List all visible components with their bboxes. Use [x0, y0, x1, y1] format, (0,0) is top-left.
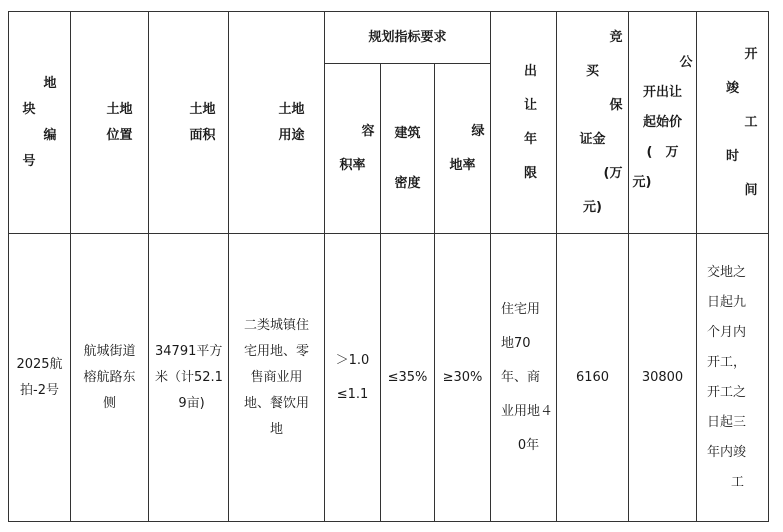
- header-far: 容 积率: [325, 64, 381, 234]
- header-schedule: 开 竣 工 时 间: [697, 12, 769, 234]
- cell-deposit: 6160: [557, 234, 629, 522]
- header-area: 土地 面积: [149, 12, 229, 234]
- header-density: 建筑 密度: [381, 64, 435, 234]
- header-plot-no: 地 块 编 号: [9, 12, 71, 234]
- header-planning-group: 规划指标要求: [325, 12, 491, 64]
- cell-density: ≤35%: [381, 234, 435, 522]
- land-auction-table: [8, 11, 769, 522]
- header-location: 土地 位置: [71, 12, 149, 234]
- cell-use: 二类城镇住 宅用地、零 售商业用 地、餐饮用 地: [229, 234, 325, 522]
- header-green: 绿 地率: [435, 64, 491, 234]
- header-use: 土地 用途: [229, 12, 325, 234]
- cell-start-price: 30800: [629, 234, 697, 522]
- cell-green: ≥30%: [435, 234, 491, 522]
- cell-area: 34791平方 米（计52.1 9亩): [149, 234, 229, 522]
- cell-plot-no: 2025航 拍-2号: [9, 234, 71, 522]
- header-start-price: 公 开出让 起始价 ( 万 元): [629, 12, 697, 234]
- header-deposit: 竞 买 保 证金 (万 元): [557, 12, 629, 234]
- cell-far: ＞1.0 ≤1.1: [325, 234, 381, 522]
- cell-location: 航城街道 榕航路东 侧: [71, 234, 149, 522]
- cell-schedule: 交地之 日起九 个月内 开工， 开工之 日起三 年内竣 工: [697, 234, 769, 522]
- cell-term: 住宅用 地70 年、商 业用地４ 0年: [491, 234, 557, 522]
- header-term: 出 让 年 限: [491, 12, 557, 234]
